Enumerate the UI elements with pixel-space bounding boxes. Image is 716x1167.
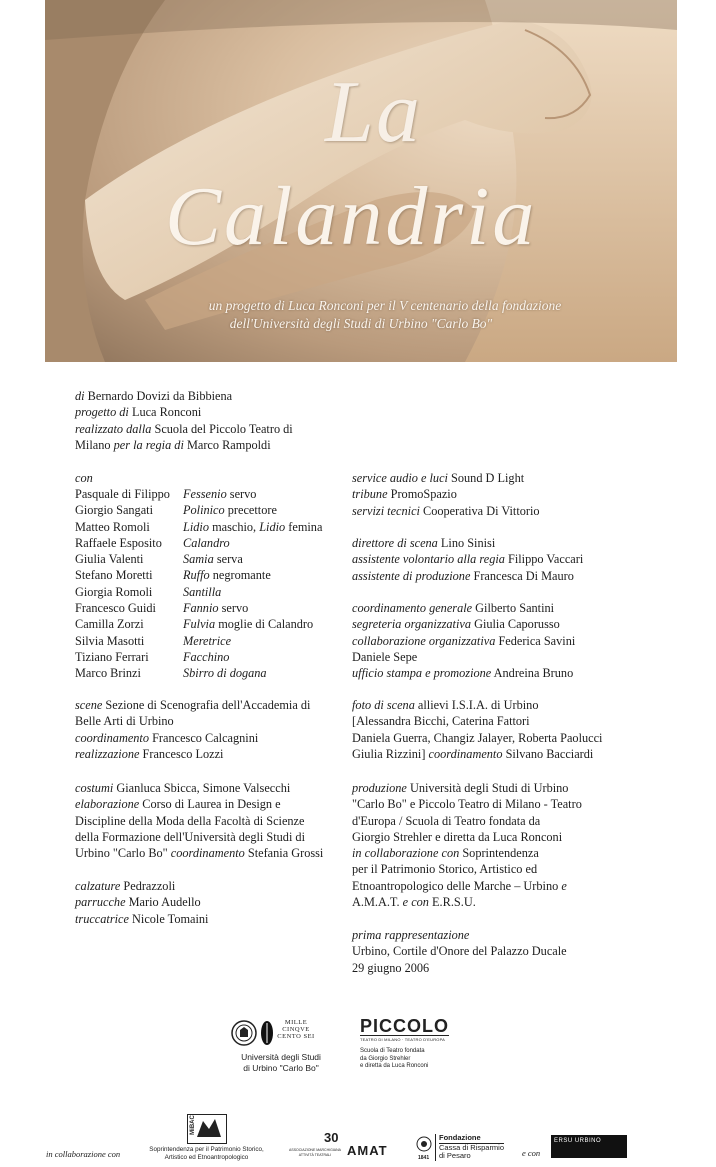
prima-credits: prima rappresentazione Urbino, Cortile d'Onore del Palazzo Ducale 29 giugno 2006 (352, 928, 567, 975)
cast-actor: Francesco Guidi (75, 601, 156, 616)
cast-actor: Pasquale di Filippo (75, 487, 170, 501)
cast-actor: Giorgia Romoli (75, 584, 153, 599)
footer-sponsors: in collaborazione con MiBAC Soprintendenza per il Patrimonio Storico, Artistico ed Etnoantropologico 30 ASSOCIAZIONE MARCHIGIANA ATTIVITÀ TEATRALI AMAT 1841 Fondazione Cassa di Risparmio di Pesaro e con ERSU URBINO (0, 1110, 716, 1167)
cast-role: Fessenio servo (183, 487, 257, 501)
direzione-credits: direttore di scena Lino Sinisi assistente volontario alla regia Filippo Vaccari assistente di produzione Francesca Di Mauro (352, 536, 584, 583)
costumi-credits: costumi Gianluca Sbicca, Simone Valsecchi elaborazione Corso di Laurea in Design e Discipline della Moda della Facoltà di Scienze della Formazione dell'Università degli Studi di Urbino "Carlo Bo" coordinamento Stefania Grossi (75, 781, 324, 861)
soprintendenza-text: Soprintendenza per il Patrimonio Storico, Artistico ed Etnoantropologico (149, 1146, 264, 1161)
cast-role: Santilla (183, 584, 222, 599)
seal-text: MILLE CINQVE CENTO SEI (277, 1019, 315, 1040)
university-seal-icon (231, 1020, 257, 1046)
piccolo-wordmark: PICCOLO (360, 1016, 450, 1036)
fondazione-emblem-icon (416, 1136, 432, 1152)
foto-credits: foto di scena allievi I.S.I.A. di Urbino [Alessandra Bicchi, Caterina Fattori Daniela Guerra, Changiz Jalayer, Roberta Paolucci Giulia Rizzini] coordinamento Silvano Bacciardi (352, 698, 603, 761)
tech-credits: service audio e luci Sound D Light tribune PromoSpazio servizi tecnici Cooperativa Di Vittorio (352, 471, 540, 518)
cast-role: Samia serva (183, 552, 243, 567)
cast-role: Lidio maschio, Lidio femina (183, 519, 323, 534)
intro-credits: di Bernardo Dovizi da Bibbiena progetto di Luca Ronconi realizzato dalla Scuola del Piccolo Teatro di Milano per la regia di Marco Rampoldi (75, 389, 293, 452)
mibac-logo: MiBAC (187, 1114, 227, 1144)
title-calandria: Calandria (165, 170, 538, 263)
cast-role: Ruffo negromante (183, 568, 271, 583)
piccolo-school-text: Scuola di Teatro fondata da Giorgio Strehler e diretta da Luca Ronconi (360, 1048, 429, 1069)
cast-actors (75, 486, 170, 682)
piccolo-logo (360, 1017, 460, 1071)
cast-role: Sbirro di dogana (183, 666, 267, 681)
collab-label: in collaborazione con (46, 1149, 121, 1159)
cast-actor: Giulia Valenti (75, 552, 144, 567)
cast-actor: Matteo Romoli (75, 519, 150, 534)
cast-actor: Marco Brinzi (75, 666, 141, 681)
econ-label: e con (522, 1148, 541, 1158)
scene-credits: scene Sezione di Scenografia dell'Accademia di Belle Arti di Urbino coordinamento Francesco Calcagnini realizzazione Francesco Lozzi (75, 698, 311, 761)
cast-actor: Camilla Zorzi (75, 617, 144, 632)
calzature-credits: calzature Pedrazzoli parrucche Mario Audello truccatrice Nicole Tomaini (75, 879, 209, 926)
cast-role: Calandro (183, 535, 230, 550)
cast-role: Facchino (183, 649, 230, 664)
ersu-logo: ERSU URBINO (551, 1135, 627, 1158)
cast-roles (183, 486, 322, 682)
cast-role: Meretrice (183, 633, 232, 648)
piccolo-subtitle: TEATRO DI MILANO · TEATRO D'EUROPA (360, 1037, 446, 1042)
cast-actor: Stefano Moretti (75, 568, 153, 583)
cast-actor: Tiziano Ferrari (75, 649, 149, 664)
coordinamento-credits: coordinamento generale Gilberto Santini segreteria organizzativa Giulia Caporusso collaborazione organizzativa Federica Savini Daniele Sepe ufficio stampa e promozione Andreina Bruno (352, 601, 576, 681)
cast-role: Fulvia moglie di Calandro (183, 617, 314, 632)
amat-wordmark: AMAT (347, 1143, 388, 1158)
cast-actor: Silvia Masotti (75, 633, 145, 648)
cast-heading: con (75, 471, 93, 485)
produzione-credits: produzione Università degli Studi di Urbino "Carlo Bo" e Piccolo Teatro di Milano - Teatro d'Europa / Scuola di Teatro fondata da Giorgio Strehler e diretta da Luca Ronconi in collaborazione con Soprintendenza per il Patrimonio Storico, Artistico ed Etnoantropologico delle Marche – Urbino e A.M.A.T. e con E.R.S.U. (352, 781, 582, 910)
university-name: Università degli Studi di Urbino "Carlo Bo" (241, 1052, 321, 1073)
cast-actor: Raffaele Esposito (75, 535, 162, 550)
title-la: La (325, 64, 422, 161)
cast-role: Fannio servo (183, 601, 249, 616)
hero-subtitle-line1: un progetto di Luca Ronconi per il V centenario della fondazione (208, 298, 562, 313)
cast-actor: Giorgio Sangati (75, 503, 153, 518)
hero-image (45, 0, 677, 362)
mibac-emblem-icon (195, 1117, 223, 1139)
cast-role: Polinico precettore (183, 503, 277, 518)
hero-subtitle-line2: dell'Università degli Studi di Urbino "Carlo Bo" (229, 316, 493, 331)
leaf-emblem-icon (260, 1020, 274, 1046)
